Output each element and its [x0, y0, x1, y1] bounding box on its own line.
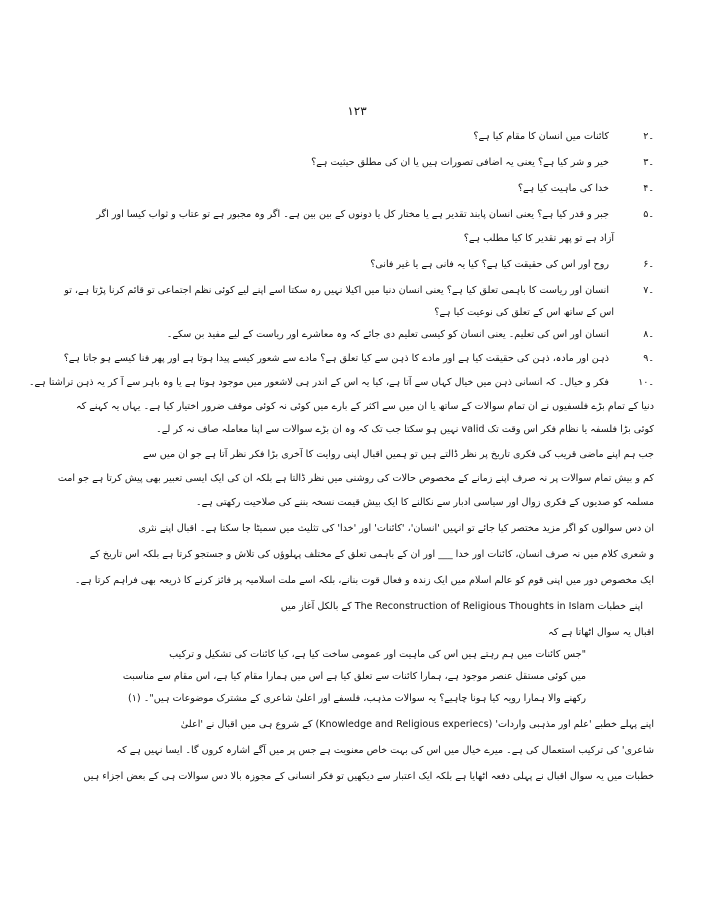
paragraph-line: کم و بیش تمام سوالات پر نہ صرف اپنے زمانے کے مخصوص حالات کی روشنی میں نظر ڈالتا ہے بلکہ ان کی ایک ایسی تعبیر بھی پیش کرتا ہے جو امت	[57, 473, 654, 484]
question-number: ۸۔	[643, 329, 654, 340]
question-number: ۷۔	[643, 285, 654, 296]
paragraph-line: ایک مخصوص دور میں اپنی قوم کو عالم اسلام میں ایک زندہ و فعال قوت بنانے، بلکہ اسے ملت اسلامیہ پر فائز کرنے کا ذریعہ بھی فراہم کرتا ہے۔	[74, 575, 654, 586]
question-2	[300, 130, 654, 145]
question-text: خیر و شر کیا ہے؟ یعنی یہ اضافی تصورات ہیں یا ان کی مطلق حیثیت ہے؟	[311, 157, 609, 168]
question-text: جبر و قدر کیا ہے؟ یعنی انسان پابند تقدیر ہے یا مختار کل یا دونوں کے بین بین ہے۔ اگر وہ مجبور ہے تو عتاب و ثواب کیسا اور اگر	[96, 209, 609, 220]
paragraph-line: دنیا کے تمام بڑے فلسفیوں نے ان تمام سوالات کے ساتھ یا ان میں سے اکثر کے بارے میں کوئی نہ کوئی موقف ضرور اختیار کیا ہے۔ یہاں یہ کہنے کہ	[75, 401, 654, 412]
question-number: ۴۔	[643, 183, 654, 194]
paragraph-line: کوئی بڑا فلسفہ یا نظام فکر اس وقت تک valid نہیں ہو سکتا جب تک کہ وہ ان بڑے سوالات سے اپنا معاملہ صاف نہ کر لے۔	[156, 424, 654, 435]
page-number: ۱۲۳	[347, 104, 367, 118]
paragraph-line: شاعری' کی ترکیب استعمال کی ہے۔ میرے خیال میں اس کی بہت خاص معنویت ہے جس پر میں آگے اشارہ کروں گا۔ ایسا نہیں ہے کہ	[116, 745, 654, 756]
paragraph-line: خطبات میں یہ سوال اقبال نے پہلی دفعہ اٹھایا ہے بلکہ ایک اعتبار سے دیکھیں تو فکر انسانی کے مجوزہ بالا دس سوالات ہی کے بعض اجزاء ہیں	[83, 771, 654, 782]
quote-line: "جس کائنات میں ہم رہتے ہیں اس کی ماہیت اور عمومی ساخت کیا ہے، کیا کائنات کی تشکیل و ترکیب	[169, 649, 586, 660]
question-5-continued: آزاد ہے تو پھر تقدیر کا کیا مطلب ہے؟	[463, 233, 614, 244]
question-7	[60, 284, 654, 299]
question-number: ۱۰۔	[638, 377, 654, 388]
paragraph-line: اپنے پہلے خطبے 'علم اور مذہبی واردات' (Knowledge and Religious experiecs) کے شروع ہی میں اقبال نے 'اعلیٰ	[180, 719, 654, 730]
question-number: ۹۔	[643, 353, 654, 364]
paragraph-line: ان دس سوالوں کو اگر مزید مختصر کیا جائے تو انہیں 'انسان'، 'کائنات' اور 'خدا' کی تثلیث میں سمیٹا جا سکتا ہے۔ اقبال اپنے نثری	[138, 523, 654, 534]
paragraph-line: اپنے خطبات The Reconstruction of Religious Thoughts in Islam کے بالکل آغاز میں	[280, 601, 643, 612]
question-text: انسان اور اس کی تعلیم۔ یعنی انسان کو کیسی تعلیم دی جائے کہ وہ معاشرے اور ریاست کے لیے مفید بن سکے۔	[166, 329, 609, 340]
question-number: ۶۔	[643, 259, 654, 270]
quote-line: میں کوئی مستقل عنصر موجود ہے، ہمارا کائنات سے تعلق کیا ہے اس میں ہمارا مقام کیا ہے، اس مقام سے مناسبت	[122, 671, 586, 682]
question-6	[250, 258, 654, 273]
question-7-continued: اس کے ساتھ اس کے تعلق کی نوعیت کیا ہے؟	[434, 307, 614, 318]
question-5	[60, 208, 654, 223]
paragraph-line: جب ہم اپنے ماضی قریب کی فکری تاریخ پر نظر ڈالتے ہیں تو ہمیں اقبال اپنی روایت کا آخری بڑا فکر نظر آتا ہے جو ان میں سے	[143, 449, 654, 460]
question-text: خدا کی ماہیت کیا ہے؟	[517, 183, 609, 194]
paragraph-line: مسلمہ کو صدیوں کے فکری زوال اور سیاسی ادبار سے نکالنے کا ایک بیش قیمت نسخہ بننے کی صلاحیت رکھتی ہے۔	[195, 497, 654, 508]
question-9	[60, 352, 654, 367]
question-number: ۵۔	[643, 209, 654, 220]
question-8	[150, 328, 654, 343]
question-4	[300, 182, 654, 197]
paragraph-line: و شعری کلام میں نہ صرف انسان، کائنات اور خدا ___ اور ان کے باہمی تعلق کے مختلف پہلوؤں کی تلاش و جستجو کرتا ہے بلکہ اس تاریخ کے	[89, 549, 654, 560]
question-text: ذہن اور مادہ، ذہن کی حقیقت کیا ہے اور مادے کا ذہن سے کیا تعلق ہے؟ مادے سے شعور کیسے پیدا ہوتا ہے اور پھر فنا کیسے ہو جاتا ہے؟	[63, 353, 609, 364]
question-number: ۳۔	[643, 157, 654, 168]
question-10	[28, 376, 654, 391]
question-3	[200, 156, 654, 171]
question-number: ۲۔	[643, 131, 654, 142]
question-text: کائنات میں انسان کا مقام کیا ہے؟	[473, 131, 609, 142]
question-text: انسان اور ریاست کا باہمی تعلق کیا ہے؟ یعنی انسان دنیا میں اکیلا نہیں رہ سکتا اسے اپنے لیے کوئی نظم اجتماعی تو قائم کرنا پڑتا ہے، تو	[64, 285, 609, 296]
question-text: روح اور اس کی حقیقت کیا ہے؟ کیا یہ فانی ہے یا غیر فانی؟	[370, 259, 609, 270]
paragraph-line: اقبال یہ سوال اٹھاتا ہے کہ	[548, 627, 654, 638]
quote-line: رکھنے والا ہمارا رویہ کیا ہونا چاہیے؟ یہ سوالات مذہب، فلسفے اور اعلیٰ شاعری کے مشترک موضوعات ہیں"۔ (۱)	[128, 693, 586, 704]
question-text: فکر و خیال۔ کہ انسانی ذہن میں خیال کہاں سے آتا ہے، کیا یہ اس کے اندر ہی لاشعور میں موجود ہوتا ہے یا وہ باہر سے آ کر یہ ذہن تراشتا ہے۔	[28, 377, 609, 388]
